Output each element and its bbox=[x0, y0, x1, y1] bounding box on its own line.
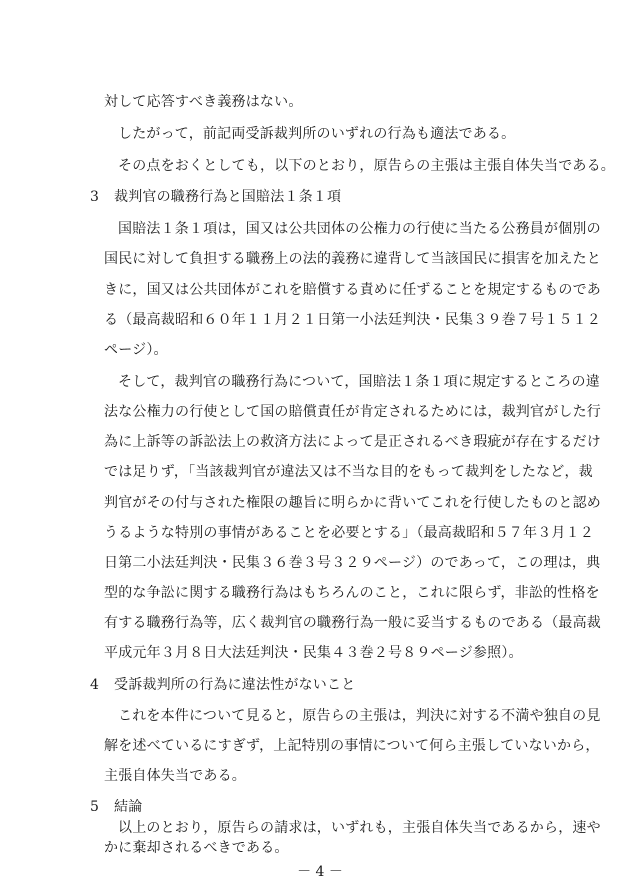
heading-text: 結論 bbox=[114, 799, 143, 815]
text-line: 判官がその付与された権限の趣旨に明らかに背いてこれを行使したものと認め bbox=[104, 495, 601, 511]
text-line: 解を述べているにすぎず，上記特別の事情について何ら主張していないから， bbox=[104, 738, 600, 754]
heading-text: 裁判官の職務行為と国賠法１条１項 bbox=[114, 189, 342, 205]
text-line: 対して応答すべき義務はない。 bbox=[104, 94, 303, 110]
text-line: 有する職務行為等，広く裁判官の職務行為一般に妥当するものである（最高裁 bbox=[104, 615, 601, 631]
text-line: 国民に対して負担する職務上の法的義務に違背して当該国民に損害を加えたと bbox=[104, 251, 601, 267]
text-line: 法な公権力の行使として国の賠償責任が肯定されるためには，裁判官がした行 bbox=[104, 404, 601, 420]
text-line: これを本件について見ると，原告らの主張は，判決に対する不満や独自の見 bbox=[118, 708, 601, 724]
text-line: では足りず，「当該裁判官が違法又は不当な目的をもって裁判をしたなど，裁 bbox=[104, 464, 593, 480]
section-heading-3 bbox=[0, 187, 640, 207]
heading-number: 3 bbox=[90, 189, 100, 205]
text-line: 型的な争訟に関する職務行為はもちろんのこと，これに限らず，非訟的性格を bbox=[104, 585, 600, 601]
text-line: 平成元年３月８日大法廷判決・民集４３巻２号８９ページ参照）。 bbox=[104, 645, 523, 661]
text-line: その点をおくとしても，以下のとおり，原告らの主張は主張自体失当である。 bbox=[118, 158, 615, 174]
heading-number: 4 bbox=[90, 677, 100, 693]
page-number: － 4 － bbox=[297, 864, 343, 880]
text-line: かに棄却されるべきである。 bbox=[104, 840, 289, 856]
text-line: 主張自体失当である。 bbox=[104, 768, 246, 784]
text-line: 国賠法１条１項は，国又は公共団体の公権力の行使に当たる公務員が個別の bbox=[118, 221, 601, 237]
text-line: ページ）。 bbox=[104, 342, 168, 358]
text-line: 為に上訴等の訴訟法上の救済方法によって是正されるべき瑕疵が存在するだけ bbox=[104, 434, 601, 450]
text-line: 以上のとおり，原告らの請求は，いずれも，主張自体失当であるから，速や bbox=[118, 820, 601, 836]
section-heading-5 bbox=[0, 797, 640, 817]
heading-number: 5 bbox=[90, 799, 100, 815]
text-line: うるような特別の事情があることを必要とする」（最高裁昭和５７年３月１２ bbox=[104, 525, 594, 541]
heading-text: 受訴裁判所の行為に違法性がないこと bbox=[114, 677, 356, 693]
text-line: きに，国又は公共団体がこれを賠償する責めに任ずることを規定するものであ bbox=[104, 282, 601, 298]
text-line: る（最高裁昭和６０年１１月２１日第一小法廷判決・民集３９巻７号１５１２ bbox=[104, 312, 601, 328]
section-heading-4 bbox=[0, 675, 640, 695]
text-line: したがって，前記両受訴裁判所のいずれの行為も適法である。 bbox=[118, 126, 516, 142]
text-line: 日第二小法廷判決・民集３６巻３号３２９ページ）のであって，この理は，典 bbox=[104, 555, 601, 571]
text-line: そして，裁判官の職務行為について，国賠法１条１項に規定するところの違 bbox=[118, 374, 600, 390]
